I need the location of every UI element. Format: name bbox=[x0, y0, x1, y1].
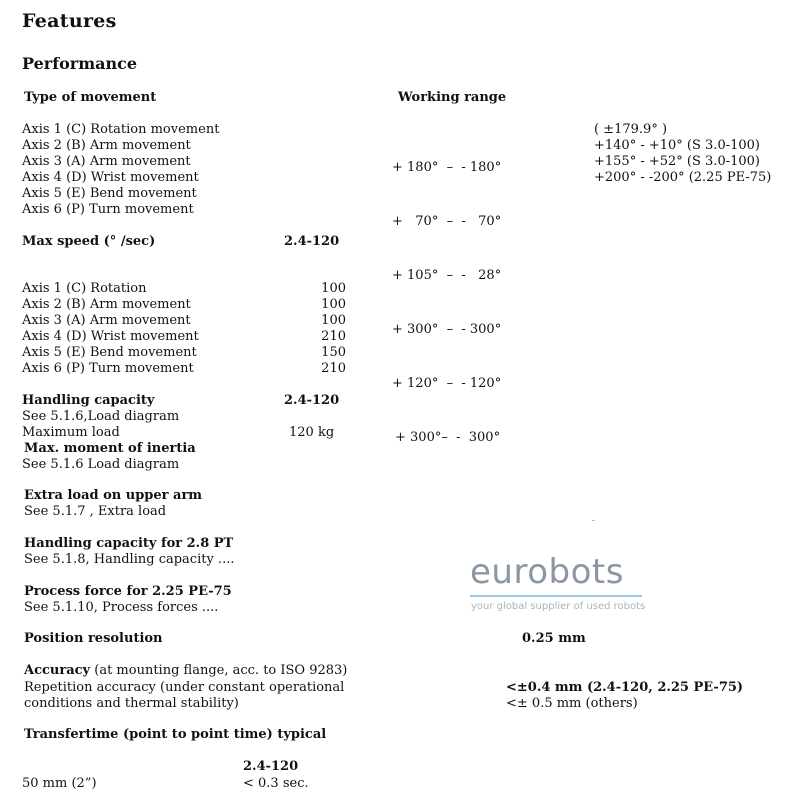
performance-heading: Performance bbox=[22, 54, 138, 73]
transfer-heading: Transfertime (point to point time) typical bbox=[24, 727, 327, 742]
axis-name: Axis 2 (B) Arm movement bbox=[22, 138, 191, 153]
speed-names-list bbox=[22, 281, 199, 377]
axis-alt-ranges-list bbox=[594, 122, 800, 218]
speed-axis-name: Axis 4 (D) Wrist movement bbox=[22, 329, 199, 344]
scan-speck bbox=[592, 520, 595, 521]
axis-name: Axis 3 (A) Arm movement bbox=[22, 154, 191, 169]
axis-range: + 70° – - 70° bbox=[392, 214, 502, 229]
handling-pt-heading: Handling capacity for 2.8 PT bbox=[24, 536, 234, 551]
handling-see: See 5.1.6,Load diagram bbox=[22, 409, 180, 424]
max-speed-model: 2.4-120 bbox=[284, 234, 340, 249]
working-range-label: Working range bbox=[398, 90, 507, 105]
axis-name: Axis 1 (C) Rotation movement bbox=[22, 122, 220, 137]
logo-tagline: your global supplier of used robots bbox=[471, 601, 646, 612]
axis-alt-range: ( ±179.9° ) bbox=[594, 122, 668, 137]
handling-pt-see: See 5.1.8, Handling capacity .... bbox=[24, 552, 235, 567]
accuracy-heading: Accuracy bbox=[24, 663, 91, 678]
speed-value: 100 bbox=[321, 313, 346, 328]
speed-values-list bbox=[300, 281, 346, 377]
axis-range: + 105° – - 28° bbox=[392, 268, 502, 283]
process-force-heading: Process force for 2.25 PE-75 bbox=[24, 584, 232, 599]
inertia-heading: Max. moment of inertia bbox=[24, 441, 196, 456]
axis-alt-range: +200° - -200° (2.25 PE-75) bbox=[594, 170, 772, 185]
accuracy-note: (at mounting flange, acc. to ISO 9283) bbox=[90, 663, 348, 678]
speed-axis-name: Axis 6 (P) Turn movement bbox=[22, 361, 194, 376]
axis-names-list bbox=[22, 122, 219, 218]
transfer-time: < 0.3 sec. bbox=[243, 776, 309, 791]
speed-axis-name: Axis 3 (A) Arm movement bbox=[22, 313, 191, 328]
axis-alt-range: +140° - +10° (S 3.0-100) bbox=[594, 138, 760, 153]
type-of-movement-label: Type of movement bbox=[24, 90, 157, 105]
speed-value: 210 bbox=[321, 361, 346, 376]
axis-name: Axis 5 (E) Bend movement bbox=[22, 186, 197, 201]
max-speed-heading: Max speed (° /sec) bbox=[22, 234, 156, 249]
speed-axis-name: Axis 2 (B) Arm movement bbox=[22, 297, 191, 312]
eurobots-logo: eurobots bbox=[470, 552, 624, 592]
handling-model: 2.4-120 bbox=[284, 393, 340, 408]
speed-axis-name: Axis 1 (C) Rotation bbox=[22, 281, 147, 296]
position-resolution-heading: Position resolution bbox=[24, 631, 163, 646]
axis-alt-range bbox=[594, 186, 800, 202]
max-load-value: 120 kg bbox=[289, 425, 335, 440]
speed-value: 150 bbox=[321, 345, 346, 360]
accuracy-value-1: <±0.4 mm (2.4-120, 2.25 PE-75) bbox=[506, 680, 744, 695]
max-load-label: Maximum load bbox=[22, 425, 120, 440]
axis-ranges-list bbox=[392, 122, 501, 484]
axis-alt-range bbox=[594, 202, 800, 218]
speed-axis-name: Axis 5 (E) Bend movement bbox=[22, 345, 197, 360]
position-resolution-value: 0.25 mm bbox=[522, 631, 586, 646]
logo-underline bbox=[470, 595, 642, 597]
extra-load-see: See 5.1.7 , Extra load bbox=[24, 504, 167, 519]
page-title: Features bbox=[22, 10, 117, 32]
axis-name: Axis 4 (D) Wrist movement bbox=[22, 170, 199, 185]
transfer-model: 2.4-120 bbox=[243, 759, 299, 774]
handling-heading: Handling capacity bbox=[22, 393, 155, 408]
accuracy-desc-line-2: conditions and thermal stability) bbox=[24, 696, 239, 711]
axis-range: + 180° – - 180° bbox=[392, 160, 502, 175]
speed-value: 100 bbox=[321, 281, 346, 296]
axis-range: + 120° – - 120° bbox=[392, 376, 502, 391]
speed-value: 100 bbox=[321, 297, 346, 312]
axis-range: + 300°– - 300° bbox=[395, 430, 501, 445]
speed-value: 210 bbox=[321, 329, 346, 344]
process-force-see: See 5.1.10, Process forces .... bbox=[24, 600, 219, 615]
inertia-see: See 5.1.6 Load diagram bbox=[22, 457, 180, 472]
extra-load-heading: Extra load on upper arm bbox=[24, 488, 203, 503]
axis-name: Axis 6 (P) Turn movement bbox=[22, 202, 194, 217]
accuracy-desc-line-1: Repetition accuracy (under constant operational bbox=[24, 680, 345, 695]
axis-alt-range: +155° - +52° (S 3.0-100) bbox=[594, 154, 760, 169]
accuracy-heading-line bbox=[24, 663, 347, 679]
accuracy-value-2: <± 0.5 mm (others) bbox=[506, 696, 638, 711]
transfer-distance: 50 mm (2”) bbox=[22, 776, 97, 791]
axis-range: + 300° – - 300° bbox=[392, 322, 502, 337]
